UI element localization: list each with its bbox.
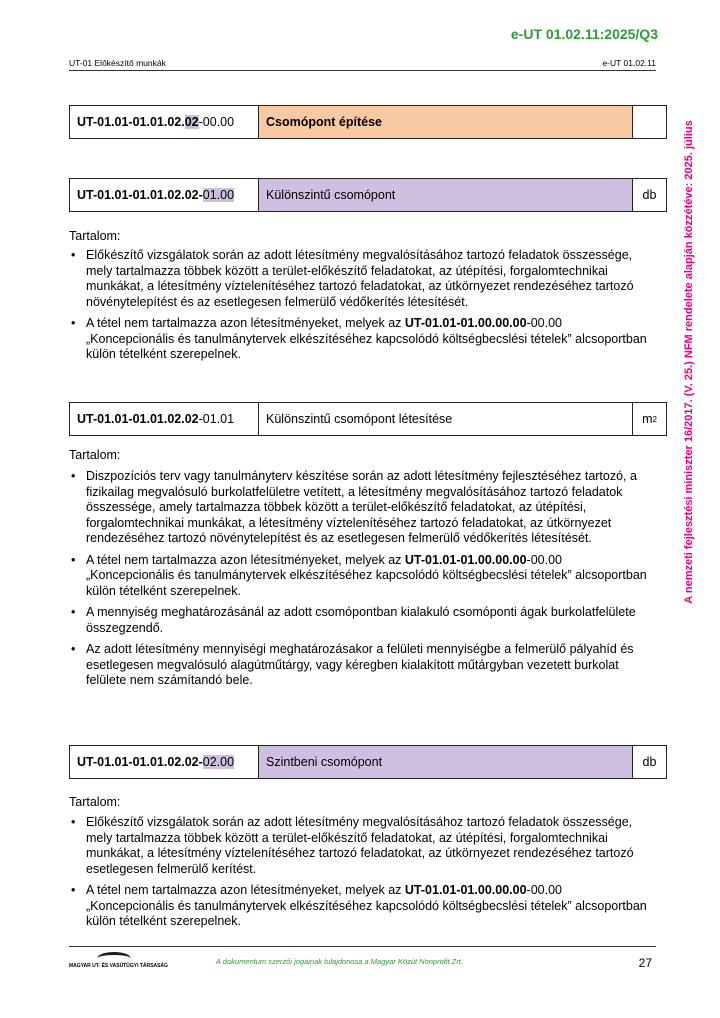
list-item: • Az adott létesítmény mennyiségi meghatározásakor a felületi mennyiségbe a felmerülő pályahíd és esetlegesen megvalósuló alagútműtárgy, vagy kéregben kialakított műtárgyban vezetett burkolat felülete nem számítandó bele. (69, 642, 649, 689)
item-code: UT-01.01-01.01.02.02 -01.01 (70, 403, 259, 435)
company-logo (69, 952, 168, 972)
item-name: Különszintű csomópont létesítése (259, 403, 633, 435)
content-list-3 (69, 815, 649, 936)
running-header (69, 58, 656, 71)
content-list-1 (69, 248, 649, 369)
list-item-exclusion: • A tétel nem tartalmazza azon létesítményeket, melyek az UT-01.01-01.00.00.00-00.00 „Koncepcionális és tanulmánytervek elkészítéséhez kapcsolódó költségbecslési tételek” alcsoportban külön tételként szerepelnek. (69, 316, 649, 363)
copyright-notice: A dokumentum szerzői jogainak tulajdonosa a Magyar Közút Nonprofit Zrt. (216, 957, 463, 966)
header-left: UT-01 Előkészítő munkák (69, 58, 166, 68)
document-code: e-UT 01.02.11:2025/Q3 (510, 26, 658, 42)
item-code: UT-01.01-01.01.02.02- 01.00 (70, 179, 259, 211)
item-name: Különszintű csomópont (259, 179, 633, 211)
item-row-2 (69, 178, 667, 212)
item-code: UT-01.01-01.01.02.02- 02.00 (70, 746, 259, 778)
list-item-exclusion: • A tétel nem tartalmazza azon létesítményeket, melyek az UT-01.01-01.00.00.00-00.00 „Koncepcionális és tanulmánytervek elkészítéséhez kapcsolódó költségbecslési tételek” alcsoportban külön tételként szerepelnek. (69, 553, 649, 600)
page-number: 27 (638, 956, 652, 970)
list-item: • Előkészítő vizsgálatok során az adott létesítmény megvalósításához tartozó feladatok összessége, mely tartalmazza többek között a terület-előkészítő feladatokat, az útépítési, forgalomtechnikai munkákat, a létesítmény víztelenítéséhez tartozó feladatokat, az útkörnyezet rendezéséhez tartozó növénytelepítést és az esetlegesen felmerülő védőkerítés létesítését. (69, 248, 649, 310)
item-unit: db (642, 755, 657, 769)
item-name: Szintbeni csomópont (259, 746, 633, 778)
content-label: Tartalom: (69, 448, 121, 462)
item-name: Csomópont építése (259, 106, 633, 138)
list-item-exclusion: • A tétel nem tartalmazza azon létesítményeket, melyek az UT-01.01-01.00.00.00-00.00 „Koncepcionális és tanulmánytervek elkészítéséhez kapcsolódó költségbecslési tételek” alcsoportban külön tételként szerepelnek. (69, 883, 649, 930)
side-note (682, 92, 696, 632)
logo-text: MAGYAR UT- ÉS VASÚTÜGYI TÁRSASÁG (69, 963, 168, 969)
header-right: e-UT 01.02.11 (602, 58, 656, 68)
side-note-text: A nemzeti fejlesztési miniszter 16/2017. (V. 25.) NFM rendelete alapján közzétéve: 2025. július (683, 120, 695, 604)
item-unit (633, 106, 666, 138)
content-label: Tartalom: (69, 795, 121, 809)
content-label: Tartalom: (69, 229, 121, 243)
footer-divider (69, 946, 656, 947)
item-unit: db (642, 188, 657, 202)
content-list-2 (69, 469, 649, 695)
item-row-4 (69, 745, 667, 779)
item-unit: m 2 (642, 412, 657, 426)
list-item: • A mennyiség meghatározásánál az adott csomópontban kialakuló csomóponti ágak burkolatfelülete összegzendő. (69, 605, 649, 636)
list-item: • Előkészítő vizsgálatok során az adott létesítmény megvalósításához tartozó feladatok összessége, mely tartalmazza többek között a terület-előkészítő feladatokat, az útépítési, forgalomtechnikai munkákat, a létesítmény víztelenítéséhez tartozó feladatokat, az útkörnyezet rendezéséhez tartozó esetlegesen felmerülő kerítést. (69, 815, 649, 877)
item-row-3 (69, 402, 667, 436)
item-code: UT-01.01-01.01.02.02 -00.00 (70, 106, 259, 138)
item-row-1 (69, 105, 667, 139)
list-item: • Diszpozíciós terv vagy tanulmányterv készítése során az adott létesítmény fejlesztéséhez tartozó, a fizikailag megvalósuló burkolatfelületre vetített, a létesítmény megvalósításához tartozó feladatok összessége, amely tartalmazza többek között a terület-előkészítő feladatokat, az útépítési, forgalomtechnikai munkákat, a létesítmény víztelenítéséhez tartozó feladatokat, az útkörnyezet rendezéséhez tartozó növénytelepítést és az esetlegesen felmerülő védőkerítés létesítését. (69, 469, 649, 547)
